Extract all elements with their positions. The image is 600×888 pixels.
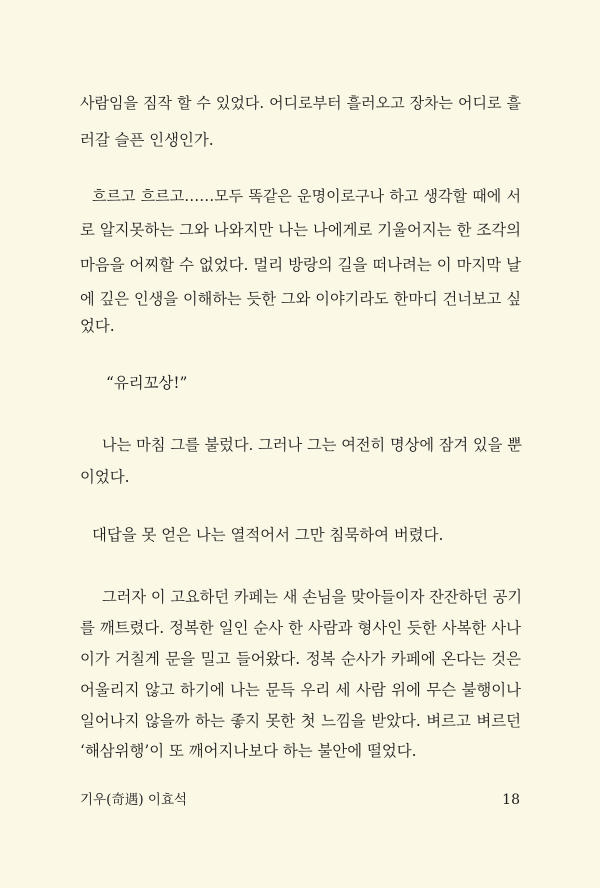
text-line: 어울리지 않고 하기에 나는 문득 우리 세 사람 위에 무슨 불행이나 — [80, 681, 521, 699]
text-line: 에 깊은 인생을 이해하는 듯한 그와 이야기라도 한마디 건너보고 싶 — [80, 290, 521, 308]
page-number: 18 — [502, 792, 520, 808]
text-line: 로 알지못하는 그와 나와지만 나는 나에게로 기울어지는 한 조각의 — [80, 221, 521, 239]
text-line: 마음을 어찌할 수 없었다. 멀리 방랑의 길을 떠나려는 이 마지막 날 — [80, 256, 521, 274]
text-line: 나는 마침 그를 불렀다. 그러나 그는 여전히 명상에 잠겨 있을 뿐 — [102, 436, 522, 454]
text-line: 그러자 이 고요하던 카페는 새 손님을 맞아들이자 잔잔하던 공기 — [102, 588, 523, 606]
text-line: 흐르고 흐르고……모두 똑같은 운명이로구나 하고 생각할 때에 서 — [92, 187, 521, 205]
text-line: 일어나지 않을까 하는 좋지 못한 첫 느낌을 받았다. 벼르고 벼르던 — [80, 712, 521, 730]
text-line: 를 깨트렸다. 정복한 일인 순사 한 사람과 형사인 듯한 사복한 사나 — [80, 619, 521, 637]
text-line: 대답을 못 얻은 나는 열적어서 그만 침묵하여 버렸다. — [92, 526, 444, 544]
running-footer-title: 기우(奇遇) 이효석 — [80, 792, 188, 808]
text-line: 사람임을 짐작 할 수 있었다. 어디로부터 흘러오고 장차는 어디로 흘 — [80, 94, 521, 112]
text-line: 었다. — [80, 317, 115, 335]
dialogue-line: “유리꼬상!” — [106, 374, 188, 392]
text-line: 이었다. — [80, 468, 130, 486]
text-line: ‘해삼위행’이 또 깨어지나보다 하는 불안에 떨었다. — [80, 742, 417, 760]
text-line: 러갈 슬픈 인생인가. — [80, 131, 214, 149]
text-line: 이가 거칠게 문을 밀고 들어왔다. 정복 순사가 카페에 온다는 것은 — [80, 650, 521, 668]
